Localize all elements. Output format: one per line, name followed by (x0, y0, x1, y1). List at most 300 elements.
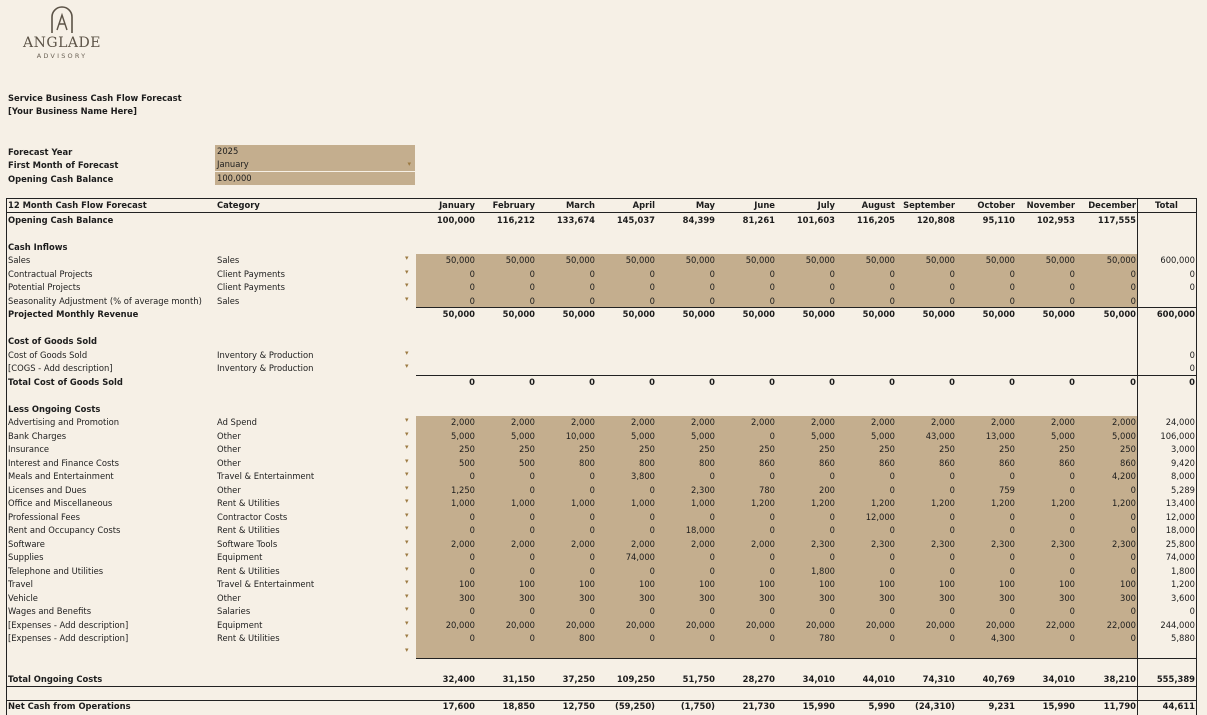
cell-value[interactable]: 20,000 (925, 619, 955, 630)
cell-value[interactable]: 0 (1069, 484, 1075, 495)
cell-value[interactable]: 3,800 (631, 471, 655, 481)
cell-value[interactable]: 300 (759, 592, 775, 603)
cell-value[interactable]: 250 (939, 444, 955, 454)
cell-value[interactable]: 0 (1130, 525, 1136, 535)
cell-value[interactable]: 0 (769, 268, 775, 279)
cell-value[interactable]: 0 (889, 552, 895, 562)
cell-value[interactable]: 2,000 (1112, 417, 1136, 427)
cell-value[interactable]: 800 (639, 457, 655, 468)
cell-value[interactable]: 0 (709, 633, 715, 643)
cell-value[interactable]: 10,000 (565, 430, 595, 441)
cell-value[interactable]: 0 (589, 552, 595, 562)
cell-value[interactable]: 250 (1059, 444, 1075, 454)
cell-value[interactable]: 50,000 (685, 255, 715, 265)
cell-value[interactable]: 74,000 (625, 552, 655, 562)
cell-value[interactable]: 0 (529, 282, 535, 292)
cell-value[interactable]: 0 (649, 633, 655, 643)
cell-value[interactable]: 0 (589, 511, 595, 522)
cell-value[interactable]: 0 (889, 565, 895, 576)
cell-value[interactable]: 100 (579, 579, 595, 589)
cell-value[interactable]: 1,200 (991, 498, 1015, 508)
cell-value[interactable]: 50,000 (745, 255, 775, 265)
cell-value[interactable]: 0 (529, 633, 535, 643)
cell-value[interactable]: 0 (529, 268, 535, 279)
row-category[interactable]: Client Payments (217, 282, 285, 292)
cell-value[interactable]: 0 (589, 525, 595, 535)
cell-value[interactable]: 100 (459, 579, 475, 589)
cell-value[interactable]: 0 (829, 282, 835, 292)
cell-value[interactable]: 800 (579, 633, 595, 643)
cell-value[interactable]: 0 (949, 511, 955, 522)
chevron-down-icon[interactable]: ▾ (405, 537, 409, 546)
cell-value[interactable]: 800 (579, 457, 595, 468)
cell-value[interactable]: 1,000 (691, 498, 715, 508)
cell-value[interactable]: 0 (1130, 295, 1136, 306)
cell-value[interactable]: 0 (1069, 471, 1075, 481)
cell-value[interactable]: 0 (889, 471, 895, 481)
cell-value[interactable]: 100 (1120, 579, 1136, 589)
cell-value[interactable]: 250 (819, 444, 835, 454)
row-category[interactable]: Inventory & Production (217, 363, 314, 373)
opening-cash-input[interactable] (215, 172, 415, 185)
input-cells[interactable] (416, 646, 1137, 660)
cell-value[interactable]: 2,300 (811, 538, 835, 549)
cell-value[interactable]: 20,000 (625, 619, 655, 630)
cell-value[interactable]: 4,200 (1112, 471, 1136, 481)
cell-value[interactable]: 5,000 (631, 430, 655, 441)
cell-value[interactable]: 300 (1059, 592, 1075, 603)
cell-value[interactable]: 20,000 (745, 619, 775, 630)
cell-value[interactable]: 250 (759, 444, 775, 454)
cell-value[interactable]: 300 (699, 592, 715, 603)
cell-value[interactable]: 50,000 (625, 255, 655, 265)
cell-value[interactable]: 0 (949, 525, 955, 535)
cell-value[interactable]: 0 (949, 471, 955, 481)
business-name[interactable]: [Your Business Name Here] (8, 106, 137, 116)
cell-value[interactable]: 1,200 (1112, 498, 1136, 508)
cell-value[interactable]: 100 (879, 579, 895, 589)
cell-value[interactable]: 2,000 (511, 417, 535, 427)
cell-value[interactable]: 43,000 (925, 430, 955, 441)
cell-value[interactable]: 50,000 (565, 255, 595, 265)
cell-value[interactable]: 800 (699, 457, 715, 468)
cell-value[interactable]: 250 (699, 444, 715, 454)
cell-value[interactable]: 250 (1120, 444, 1136, 454)
cell-value[interactable]: 300 (519, 592, 535, 603)
cell-value[interactable]: 0 (709, 511, 715, 522)
chevron-down-icon[interactable]: ▾ (405, 254, 409, 262)
row-category[interactable]: Client Payments (217, 268, 285, 279)
chevron-down-icon[interactable]: ▾ (405, 510, 409, 519)
cell-value[interactable]: 0 (829, 295, 835, 306)
cell-value[interactable]: 0 (1009, 606, 1015, 616)
cell-value[interactable]: 0 (889, 282, 895, 292)
cell-value[interactable]: 2,000 (811, 417, 835, 427)
cell-value[interactable]: 100 (639, 579, 655, 589)
chevron-down-icon[interactable]: ▾ (407, 160, 411, 168)
cell-value[interactable]: 13,000 (985, 430, 1015, 441)
cell-value[interactable]: 2,000 (631, 538, 655, 549)
cell-value[interactable]: 0 (1130, 565, 1136, 576)
cell-value[interactable]: 300 (579, 592, 595, 603)
cell-value[interactable]: 0 (469, 525, 475, 535)
cell-value[interactable]: 0 (589, 295, 595, 306)
cell-value[interactable]: 2,300 (931, 538, 955, 549)
cell-value[interactable]: 0 (769, 606, 775, 616)
cell-value[interactable]: 2,000 (751, 538, 775, 549)
cell-value[interactable]: 2,300 (691, 484, 715, 495)
cell-value[interactable]: 50,000 (805, 255, 835, 265)
chevron-down-icon[interactable]: ▾ (405, 348, 409, 357)
cell-value[interactable]: 0 (1069, 606, 1075, 616)
cell-value[interactable]: 50,000 (925, 255, 955, 265)
cell-value[interactable]: 2,300 (871, 538, 895, 549)
cell-value[interactable]: 0 (649, 525, 655, 535)
chevron-down-icon[interactable]: ▾ (405, 618, 409, 627)
cell-value[interactable]: 0 (769, 282, 775, 292)
cell-value[interactable]: 20,000 (865, 619, 895, 630)
cell-value[interactable]: 2,000 (871, 417, 895, 427)
cell-value[interactable]: 22,000 (1045, 619, 1075, 630)
cell-value[interactable]: 0 (949, 565, 955, 576)
cell-value[interactable]: 20,000 (505, 619, 535, 630)
cell-value[interactable]: 0 (949, 268, 955, 279)
cell-value[interactable]: 20,000 (445, 619, 475, 630)
cell-value[interactable]: 50,000 (985, 255, 1015, 265)
cell-value[interactable]: 22,000 (1106, 619, 1136, 630)
cell-value[interactable]: 0 (769, 552, 775, 562)
cell-value[interactable]: 0 (709, 268, 715, 279)
chevron-down-icon[interactable]: ▾ (405, 456, 409, 465)
forecast-year-input[interactable] (215, 145, 415, 158)
cell-value[interactable]: 0 (589, 268, 595, 279)
row-category[interactable]: Rent & Utilities (217, 633, 280, 643)
cell-value[interactable]: 1,200 (931, 498, 955, 508)
cell-value[interactable]: 0 (469, 268, 475, 279)
cell-value[interactable]: 0 (949, 552, 955, 562)
cell-value[interactable]: 2,000 (691, 417, 715, 427)
chevron-down-icon[interactable]: ▾ (405, 470, 409, 478)
cell-value[interactable]: 0 (829, 511, 835, 522)
cell-value[interactable]: 2,300 (991, 538, 1015, 549)
chevron-down-icon[interactable]: ▾ (405, 483, 409, 492)
cell-value[interactable]: 50,000 (1106, 255, 1136, 265)
row-category[interactable]: Rent & Utilities (217, 565, 280, 576)
cell-value[interactable]: 0 (829, 552, 835, 562)
row-category[interactable]: Ad Spend (217, 417, 257, 427)
cell-value[interactable]: 0 (709, 471, 715, 481)
cell-value[interactable]: 1,000 (511, 498, 535, 508)
cell-value[interactable]: 20,000 (565, 619, 595, 630)
row-category[interactable]: Other (217, 484, 241, 495)
cell-value[interactable]: 100 (939, 579, 955, 589)
cell-value[interactable]: 250 (519, 444, 535, 454)
cell-value[interactable]: 12,000 (865, 511, 895, 522)
cell-value[interactable]: 0 (949, 606, 955, 616)
cell-value[interactable]: 2,000 (991, 417, 1015, 427)
cell-value[interactable]: 860 (999, 457, 1015, 468)
cell-value[interactable]: 2,000 (631, 417, 655, 427)
chevron-down-icon[interactable]: ▾ (405, 497, 409, 505)
cell-value[interactable]: 20,000 (805, 619, 835, 630)
cell-value[interactable]: 860 (759, 457, 775, 468)
row-category[interactable]: Rent & Utilities (217, 498, 280, 508)
cell-value[interactable]: 0 (469, 471, 475, 481)
cell-value[interactable]: 0 (889, 525, 895, 535)
cell-value[interactable]: 0 (769, 471, 775, 481)
cell-value[interactable]: 0 (769, 565, 775, 576)
row-category[interactable]: Inventory & Production (217, 349, 314, 360)
cell-value[interactable]: 300 (459, 592, 475, 603)
cell-value[interactable]: 0 (1069, 552, 1075, 562)
chevron-down-icon[interactable]: ▾ (405, 416, 409, 424)
cell-value[interactable]: 100 (519, 579, 535, 589)
cell-value[interactable]: 0 (1009, 552, 1015, 562)
cell-value[interactable]: 0 (829, 606, 835, 616)
cell-value[interactable]: 500 (519, 457, 535, 468)
cell-value[interactable]: 0 (1069, 268, 1075, 279)
cell-value[interactable]: 0 (1069, 565, 1075, 576)
cell-value[interactable]: 100 (699, 579, 715, 589)
chevron-down-icon[interactable]: ▾ (405, 429, 409, 438)
cell-value[interactable]: 0 (889, 633, 895, 643)
cell-value[interactable]: 0 (1130, 633, 1136, 643)
cell-value[interactable]: 50,000 (1045, 255, 1075, 265)
chevron-down-icon[interactable]: ▾ (405, 564, 409, 573)
cell-value[interactable]: 0 (889, 295, 895, 306)
cell-value[interactable]: 0 (829, 471, 835, 481)
row-category[interactable]: Other (217, 430, 241, 441)
cell-value[interactable]: 1,000 (631, 498, 655, 508)
cell-value[interactable]: 0 (829, 525, 835, 535)
chevron-down-icon[interactable]: ▾ (405, 605, 409, 613)
cell-value[interactable]: 0 (1069, 633, 1075, 643)
cell-value[interactable]: 2,300 (1051, 538, 1075, 549)
cell-value[interactable]: 0 (469, 565, 475, 576)
cell-value[interactable]: 0 (769, 525, 775, 535)
row-category[interactable]: Equipment (217, 552, 263, 562)
cell-value[interactable]: 0 (589, 471, 595, 481)
cell-value[interactable]: 0 (529, 565, 535, 576)
cell-value[interactable]: 2,000 (451, 538, 475, 549)
cell-value[interactable]: 0 (469, 511, 475, 522)
cell-value[interactable]: 0 (889, 268, 895, 279)
cell-value[interactable]: 2,000 (751, 417, 775, 427)
cell-value[interactable]: 2,000 (451, 417, 475, 427)
cell-value[interactable]: 860 (879, 457, 895, 468)
row-category[interactable]: Equipment (217, 619, 263, 630)
chevron-down-icon[interactable]: ▾ (405, 578, 409, 586)
chevron-down-icon[interactable]: ▾ (405, 281, 409, 289)
cell-value[interactable]: 0 (469, 295, 475, 306)
cell-value[interactable]: 0 (949, 282, 955, 292)
row-category[interactable]: Sales (217, 295, 240, 306)
cell-value[interactable]: 860 (939, 457, 955, 468)
cell-value[interactable]: 0 (1069, 511, 1075, 522)
cell-value[interactable]: 250 (459, 444, 475, 454)
cell-value[interactable]: 0 (949, 633, 955, 643)
cell-value[interactable]: 0 (1069, 525, 1075, 535)
cell-value[interactable]: 0 (1009, 511, 1015, 522)
cell-value[interactable]: 5,000 (691, 430, 715, 441)
first-month-select[interactable] (215, 158, 415, 171)
cell-value[interactable]: 2,000 (571, 538, 595, 549)
cell-value[interactable]: 0 (769, 430, 775, 441)
row-category[interactable]: Travel & Entertainment (217, 471, 315, 481)
chevron-down-icon[interactable]: ▾ (405, 551, 409, 559)
row-category[interactable]: Other (217, 592, 241, 603)
cell-value[interactable]: 0 (589, 282, 595, 292)
cell-value[interactable]: 50,000 (865, 255, 895, 265)
cell-value[interactable]: 20,000 (985, 619, 1015, 630)
cell-value[interactable]: 0 (649, 484, 655, 495)
cell-value[interactable]: 5,000 (811, 430, 835, 441)
cell-value[interactable]: 0 (1130, 511, 1136, 522)
chevron-down-icon[interactable]: ▾ (405, 632, 409, 640)
cell-value[interactable]: 2,000 (511, 538, 535, 549)
cell-value[interactable]: 100 (819, 579, 835, 589)
cell-value[interactable]: 0 (649, 295, 655, 306)
row-category[interactable]: Travel & Entertainment (217, 579, 315, 589)
cell-value[interactable]: 0 (649, 282, 655, 292)
cell-value[interactable]: 759 (999, 484, 1015, 495)
cell-value[interactable]: 0 (589, 484, 595, 495)
cell-value[interactable]: 0 (649, 565, 655, 576)
cell-value[interactable]: 0 (1009, 471, 1015, 481)
cell-value[interactable]: 0 (649, 606, 655, 616)
cell-value[interactable]: 1,200 (871, 498, 895, 508)
cell-value[interactable]: 0 (709, 552, 715, 562)
cell-value[interactable]: 1,250 (451, 484, 475, 495)
cell-value[interactable]: 0 (769, 633, 775, 643)
cell-value[interactable]: 0 (1130, 268, 1136, 279)
cell-value[interactable]: 0 (1009, 525, 1015, 535)
cell-value[interactable]: 18,000 (685, 525, 715, 535)
cell-value[interactable]: 100 (759, 579, 775, 589)
cell-value[interactable]: 860 (1120, 457, 1136, 468)
cell-value[interactable]: 300 (1120, 592, 1136, 603)
cell-value[interactable]: 0 (709, 606, 715, 616)
cell-value[interactable]: 2,000 (931, 417, 955, 427)
cell-value[interactable]: 0 (1130, 484, 1136, 495)
cell-value[interactable]: 300 (999, 592, 1015, 603)
cell-value[interactable]: 1,200 (751, 498, 775, 508)
chevron-down-icon[interactable]: ▾ (405, 443, 409, 451)
cell-value[interactable]: 0 (529, 295, 535, 306)
cell-value[interactable]: 300 (939, 592, 955, 603)
cell-value[interactable]: 0 (1009, 282, 1015, 292)
cell-value[interactable]: 0 (769, 295, 775, 306)
cell-value[interactable]: 0 (529, 552, 535, 562)
cell-value[interactable]: 0 (1009, 565, 1015, 576)
cell-value[interactable]: 0 (469, 282, 475, 292)
cell-value[interactable]: 300 (639, 592, 655, 603)
cell-value[interactable]: 860 (819, 457, 835, 468)
cell-value[interactable]: 2,000 (691, 538, 715, 549)
cell-value[interactable]: 500 (459, 457, 475, 468)
row-category[interactable]: Contractor Costs (217, 511, 288, 522)
cell-value[interactable]: 0 (889, 484, 895, 495)
cell-value[interactable]: 5,000 (451, 430, 475, 441)
cell-value[interactable]: 1,200 (1051, 498, 1075, 508)
cell-value[interactable]: 0 (709, 282, 715, 292)
cell-value[interactable]: 4,300 (991, 633, 1015, 643)
cell-value[interactable]: 0 (1130, 282, 1136, 292)
cell-value[interactable]: 0 (649, 511, 655, 522)
row-category[interactable]: Software Tools (217, 538, 278, 549)
cell-value[interactable]: 780 (819, 633, 835, 643)
cell-value[interactable]: 5,000 (1112, 430, 1136, 441)
cell-value[interactable]: 5,000 (871, 430, 895, 441)
chevron-down-icon[interactable]: ▾ (405, 524, 409, 532)
cell-value[interactable]: 0 (949, 295, 955, 306)
cell-value[interactable]: 0 (949, 484, 955, 495)
cell-value[interactable]: 5,000 (1051, 430, 1075, 441)
cell-value[interactable]: 1,200 (811, 498, 835, 508)
cell-value[interactable]: 0 (709, 295, 715, 306)
row-category[interactable]: Sales (217, 255, 240, 265)
cell-value[interactable]: 1,000 (451, 498, 475, 508)
cell-value[interactable]: 200 (819, 484, 835, 495)
cell-value[interactable]: 0 (1130, 552, 1136, 562)
cell-value[interactable]: 860 (1059, 457, 1075, 468)
cell-value[interactable]: 100 (999, 579, 1015, 589)
cell-value[interactable]: 0 (469, 606, 475, 616)
chevron-down-icon[interactable]: ▾ (405, 362, 409, 370)
cell-value[interactable]: 0 (889, 606, 895, 616)
cell-value[interactable]: 250 (579, 444, 595, 454)
cell-value[interactable]: 1,000 (571, 498, 595, 508)
cell-value[interactable]: 0 (529, 606, 535, 616)
cell-value[interactable]: 2,000 (571, 417, 595, 427)
cell-value[interactable]: 5,000 (511, 430, 535, 441)
cell-value[interactable]: 0 (1069, 282, 1075, 292)
cell-value[interactable]: 780 (759, 484, 775, 495)
cell-value[interactable]: 0 (709, 565, 715, 576)
cell-value[interactable]: 0 (1009, 268, 1015, 279)
cell-value[interactable]: 0 (589, 565, 595, 576)
cell-value[interactable]: 1,800 (811, 565, 835, 576)
cell-value[interactable]: 0 (649, 268, 655, 279)
cell-value[interactable]: 250 (999, 444, 1015, 454)
cell-value[interactable]: 0 (469, 633, 475, 643)
cell-value[interactable]: 0 (769, 511, 775, 522)
row-category[interactable]: Salaries (217, 606, 251, 616)
cell-value[interactable]: 0 (469, 552, 475, 562)
chevron-down-icon[interactable]: ▾ (405, 645, 409, 654)
cell-value[interactable]: 0 (589, 606, 595, 616)
cell-value[interactable]: 50,000 (445, 255, 475, 265)
row-category[interactable]: Rent & Utilities (217, 525, 280, 535)
chevron-down-icon[interactable]: ▾ (405, 591, 409, 600)
cell-value[interactable]: 250 (639, 444, 655, 454)
cell-value[interactable]: 300 (879, 592, 895, 603)
cell-value[interactable]: 50,000 (505, 255, 535, 265)
row-category[interactable]: Other (217, 444, 241, 454)
row-category[interactable]: Other (217, 457, 241, 468)
cell-value[interactable]: 100 (1059, 579, 1075, 589)
cell-value[interactable]: 0 (529, 471, 535, 481)
cell-value[interactable]: 0 (529, 511, 535, 522)
cell-value[interactable]: 2,300 (1112, 538, 1136, 549)
cell-value[interactable]: 250 (879, 444, 895, 454)
chevron-down-icon[interactable]: ▾ (405, 267, 409, 276)
cell-value[interactable]: 0 (529, 484, 535, 495)
cell-value[interactable]: 0 (1069, 295, 1075, 306)
cell-value[interactable]: 0 (829, 268, 835, 279)
cell-value[interactable]: 0 (1009, 295, 1015, 306)
chevron-down-icon[interactable]: ▾ (405, 294, 409, 303)
